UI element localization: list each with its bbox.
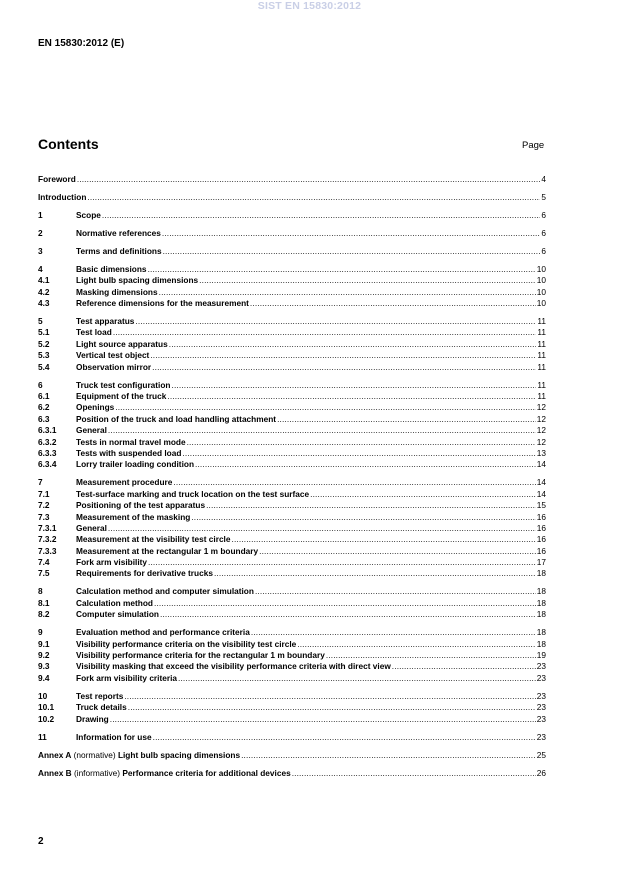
toc-entry-page: 6 [541,245,546,256]
toc-entry-title: Position of the truck and load handling attachment [76,413,277,424]
toc-entry-page: 23 [536,690,546,701]
toc-entry-page: 15 [536,500,546,511]
toc-entry-title: Fork arm visibility criteria [76,672,177,683]
toc-leader-dots [148,264,536,275]
toc-entry-page: 26 [536,767,546,778]
toc-entry-title: Measurement procedure [76,477,173,488]
toc-entry-number: 9 [38,627,43,638]
toc-entry-title: Visibility masking that exceed the visibility performance criteria with direct view [76,661,391,672]
toc-annex-title: Light bulb spacing dimensions [117,749,241,760]
toc-entry-number: 8.2 [38,609,50,620]
toc-entry[interactable] [38,414,546,425]
toc-entry-number: 6.3.1 [38,425,57,436]
toc-entry-page: 11 [537,338,546,349]
toc-entry[interactable] [38,437,546,448]
toc-entry-page: 11 [537,379,546,390]
toc-entry[interactable] [38,264,546,275]
toc-entry-page: 12 [536,413,546,424]
table-of-contents [38,174,546,779]
toc-entry-title: Test apparatus [76,316,135,327]
toc-entry[interactable] [38,750,546,761]
toc-entry-page: 17 [536,557,546,568]
toc-entry-number: 7.2 [38,500,50,511]
toc-leader-dots [206,500,536,511]
toc-entry-page: 18 [536,586,546,597]
toc-leader-dots [187,437,536,448]
toc-entry[interactable] [38,691,546,702]
watermark: SIST EN 15830:2012 [257,0,362,12]
toc-leader-dots [135,316,536,327]
toc-leader-dots [153,732,536,743]
toc-entry-number: 6.1 [38,391,50,402]
toc-entry-title: Calculation method [76,597,153,608]
toc-entry-number: 6.3.2 [38,436,57,447]
toc-entry-page: 23 [536,672,546,683]
toc-entry[interactable] [38,391,546,402]
toc-entry-title: Computer simulation [76,609,159,620]
toc-entry-title: Measurement at the visibility test circle [76,534,231,545]
toc-entry-number: 7.3.2 [38,534,57,545]
toc-entry-page: 18 [536,597,546,608]
toc-entry-title: Light source apparatus [76,338,168,349]
toc-leader-dots [152,362,536,373]
toc-entry-number: 4 [38,263,43,274]
toc-entry[interactable] [38,477,546,488]
toc-entry[interactable] [38,627,546,638]
toc-entry[interactable] [38,448,546,459]
toc-leader-dots [108,425,536,436]
toc-entry-number: 10.1 [38,702,55,713]
toc-entry-title: Drawing [76,713,109,724]
toc-entry[interactable] [38,316,546,327]
toc-entry-page: 23 [536,661,546,672]
toc-entry-page: 23 [536,713,546,724]
toc-leader-dots [102,210,540,221]
toc-annex-label: Annex B [38,767,72,778]
toc-entry-number: 7.1 [38,488,50,499]
toc-entry-number: 7.3.3 [38,545,57,556]
toc-entry[interactable] [38,275,546,286]
toc-entry-number: 2 [38,227,43,238]
toc-leader-dots [191,512,535,523]
toc-entry-page: 10 [536,275,546,286]
toc-leader-dots [160,609,536,620]
toc-entry-page: 18 [536,609,546,620]
toc-entry-title: Evaluation method and performance criteria [76,627,250,638]
toc-entry-page: 14 [536,459,546,470]
toc-entry[interactable] [38,639,546,650]
toc-annex-title: Performance criteria for additional devices [122,767,291,778]
toc-leader-dots [115,402,536,413]
toc-entry-page: 6 [541,227,546,238]
toc-entry-page: 12 [536,436,546,447]
toc-entry-number: 1 [38,209,43,220]
toc-leader-dots [250,298,536,309]
toc-entry-title: Measurement at the rectangular 1 m boundary [76,545,259,556]
toc-entry-number: 10.2 [38,713,55,724]
toc-entry-title: Test reports [76,690,124,701]
toc-entry-number: 6.2 [38,402,50,413]
toc-leader-dots [251,627,536,638]
toc-leader-dots [163,246,541,257]
toc-entry-title: Light bulb spacing dimensions [76,275,199,286]
toc-entry-number: 5.3 [38,350,50,361]
toc-entry-page: 5 [541,191,546,202]
toc-entry-number: 9.3 [38,661,50,672]
toc-entry-number: 4.3 [38,298,50,309]
toc-entry-title: Foreword [38,174,76,184]
toc-entry[interactable] [38,714,546,725]
toc-entry[interactable] [38,362,546,373]
standard-header: EN 15830:2012 (E) [38,38,125,49]
toc-entry-page: 16 [536,534,546,545]
toc-entry[interactable] [38,523,546,534]
toc-entry[interactable] [38,557,546,568]
contents-title: Contents [38,136,99,152]
toc-entry-title: Terms and definitions [76,245,162,256]
toc-entry[interactable] [38,673,546,684]
toc-entry[interactable] [38,425,546,436]
toc-entry-number: 6 [38,379,43,390]
toc-annex-annotation: (informative) [71,767,123,778]
toc-leader-dots [172,380,537,391]
toc-entry-number: 5.2 [38,338,50,349]
toc-entry-page: 6 [541,209,546,220]
toc-entry[interactable] [38,210,546,221]
toc-entry-number: 8.1 [38,597,50,608]
toc-entry-number: 7 [38,477,43,488]
toc-entry-title [38,768,291,779]
toc-leader-dots [178,673,536,684]
toc-entry[interactable] [38,500,546,511]
toc-entry[interactable] [38,192,546,203]
toc-entry-number: 7.3.1 [38,522,57,533]
toc-entry-title: General [76,522,107,533]
toc-leader-dots [182,448,535,459]
toc-entry-title: Tests with suspended load [76,447,182,458]
toc-entry-title: Openings [76,402,115,413]
toc-leader-dots [148,557,536,568]
toc-entry-page: 4 [541,174,546,184]
toc-leader-dots [154,598,536,609]
toc-entry-page: 11 [537,327,546,338]
toc-leader-dots [87,192,540,203]
toc-entry[interactable] [38,350,546,361]
toc-entry-title: Truck test configuration [76,379,171,390]
toc-leader-dots [124,691,535,702]
toc-leader-dots [173,477,535,488]
toc-entry-title: Test load [76,327,112,338]
toc-entry-title: Fork arm visibility [76,557,148,568]
toc-leader-dots [310,489,536,500]
toc-entry-page: 19 [536,650,546,660]
toc-leader-dots [110,714,536,725]
toc-entry-number: 7.5 [38,568,50,579]
toc-entry-title: Truck details [76,702,127,713]
toc-entry-page: 12 [536,402,546,413]
toc-leader-dots [214,568,536,579]
toc-entry-number: 9.4 [38,672,50,683]
toc-entry[interactable] [38,609,546,620]
toc-entry[interactable] [38,650,546,661]
toc-entry-page: 16 [536,511,546,522]
toc-entry-page: 11 [537,361,546,372]
toc-entry[interactable] [38,732,546,743]
toc-entry-page: 23 [536,731,546,742]
toc-entry-page: 11 [537,391,546,402]
toc-leader-dots [326,650,536,661]
toc-entry-number: 8 [38,586,43,597]
toc-leader-dots [392,661,536,672]
toc-entry[interactable] [38,768,546,779]
toc-entry[interactable] [38,287,546,298]
toc-entry-page: 25 [536,749,546,760]
toc-entry[interactable] [38,702,546,713]
toc-leader-dots [169,339,537,350]
toc-entry-page: 14 [536,488,546,499]
page-column-label: Page [522,140,545,151]
toc-entry[interactable] [38,586,546,597]
toc-entry-page: 10 [536,286,546,297]
toc-entry-number: 5 [38,316,43,327]
toc-entry-title: General [76,425,107,436]
toc-entry-title: Information for use [76,731,152,742]
toc-entry-title: Tests in normal travel mode [76,436,186,447]
toc-entry-title: Calculation method and computer simulation [76,586,254,597]
toc-entry-page: 11 [537,350,546,361]
toc-entry[interactable] [38,339,546,350]
toc-entry-title: Positioning of the test apparatus [76,500,206,511]
toc-leader-dots [231,534,535,545]
toc-leader-dots [297,639,536,650]
toc-entry[interactable] [38,568,546,579]
toc-leader-dots [128,702,536,713]
toc-entry[interactable] [38,534,546,545]
toc-annex-annotation: (normative) [71,749,118,760]
toc-entry-number: 5.4 [38,361,50,372]
toc-entry-page: 18 [536,627,546,638]
toc-leader-dots [255,586,536,597]
page-number: 2 [38,836,44,847]
toc-entry-number: 9.2 [38,650,50,660]
toc-leader-dots [159,287,536,298]
toc-entry-number: 5.1 [38,327,50,338]
toc-entry-page: 12 [536,425,546,436]
toc-leader-dots [195,459,536,470]
toc-entry-page: 16 [536,522,546,533]
toc-entry[interactable] [38,598,546,609]
toc-entry-title: Visibility performance criteria on the visibility test circle [76,638,297,649]
toc-leader-dots [167,391,536,402]
toc-leader-dots [150,350,536,361]
toc-entry-title: Equipment of the truck [76,391,167,402]
toc-entry-title: Normative references [76,227,161,238]
toc-entry-title: Lorry trailer loading condition [76,459,195,470]
toc-entry-title: Visibility performance criteria for the rectangular 1 m boundary [76,650,325,660]
toc-leader-dots [77,174,541,185]
toc-leader-dots [108,523,536,534]
toc-leader-dots [199,275,536,286]
toc-leader-dots [292,768,536,779]
toc-entry-number: 10 [38,690,48,701]
toc-entry[interactable] [38,512,546,523]
toc-entry-page: 10 [536,263,546,274]
toc-annex-label: Annex A [38,749,72,760]
toc-entry-page: 18 [536,638,546,649]
toc-entry[interactable] [38,489,546,500]
toc-entry-title: Test-surface marking and truck location on the test surface [76,488,310,499]
toc-entry-number: 3 [38,245,43,256]
toc-entry-number: 11 [38,731,47,742]
toc-leader-dots [241,750,536,761]
toc-leader-dots [259,546,536,557]
toc-entry-number: 9.1 [38,638,50,649]
toc-entry-title: Reference dimensions for the measurement [76,298,249,309]
toc-entry-title: Observation mirror [76,361,152,372]
toc-entry-title [38,750,240,761]
toc-entry[interactable] [38,402,546,413]
toc-entry[interactable] [38,546,546,557]
toc-entry-page: 23 [536,702,546,713]
toc-entry-number: 6.3.3 [38,447,57,458]
toc-entry-number: 6.3.4 [38,459,57,470]
toc-entry-title: Vertical test object [76,350,150,361]
toc-entry-title: Requirements for derivative trucks [76,568,213,579]
toc-entry-page: 11 [537,316,546,327]
toc-entry[interactable] [38,246,546,257]
toc-entry[interactable] [38,459,546,470]
toc-entry[interactable] [38,661,546,672]
toc-entry[interactable] [38,298,546,309]
toc-entry-title: Scope [76,209,101,220]
toc-entry[interactable] [38,327,546,338]
toc-entry-title: Masking dimensions [76,286,158,297]
toc-leader-dots [277,414,536,425]
toc-entry-title: Measurement of the masking [76,511,191,522]
toc-entry-number: 4.1 [38,275,50,286]
toc-entry-page: 10 [536,298,546,309]
toc-entry-title: Basic dimensions [76,263,147,274]
toc-entry-number: 7.4 [38,557,50,568]
toc-entry-number: 7.3 [38,511,50,522]
toc-leader-dots [162,228,541,239]
toc-entry-page: 13 [536,447,546,458]
toc-entry-number: 4.2 [38,286,50,297]
toc-entry[interactable] [38,174,546,185]
toc-entry-title: Introduction [38,191,87,202]
toc-entry-page: 14 [536,477,546,488]
toc-entry-page: 16 [536,545,546,556]
toc-entry-number: 6.3 [38,413,50,424]
toc-entry-page: 18 [536,568,546,579]
toc-entry[interactable] [38,380,546,391]
toc-leader-dots [113,327,537,338]
toc-entry[interactable] [38,228,546,239]
